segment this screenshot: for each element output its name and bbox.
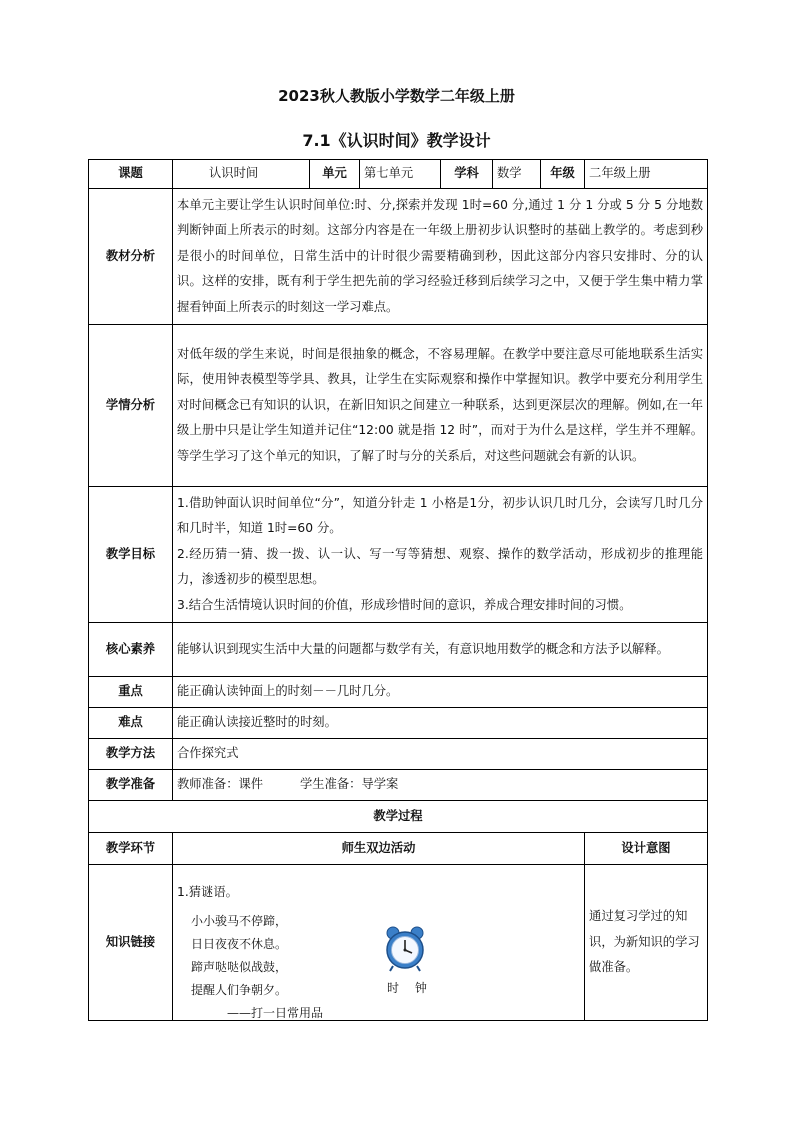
goals-cell [173,487,708,623]
goals-row [89,487,708,623]
lesson-plan-table [88,159,708,1021]
unit-value: 第七单元 [360,160,441,189]
goal-item: 1.借助钟面认识时间单位“分”，知道分针走 1 小格是1分，初步认识几时几分，会读写几时几分和几时半，知道 1时=60 分。 [177,495,704,536]
document-subtitle: 7.1《认识时间》教学设计 [302,131,491,150]
key-row [89,677,708,708]
activity-column-header: 师生双边活动 [173,833,585,865]
process-stage-row [89,865,708,1021]
riddle-sign: ——打一日常用品 [227,1005,324,1020]
clock-label: 时 钟 [387,980,433,995]
riddle-text [191,910,323,1025]
topic-label: 课题 [89,160,173,189]
key-text: 能正确认读钟面上的时刻－－几时几分。 [173,677,708,708]
difficulty-label: 难点 [89,708,173,739]
prep-text: 教师准备：课件 学生准备：导学案 [173,770,708,801]
method-text: 合作探究式 [173,739,708,770]
unit-label: 单元 [310,160,360,189]
method-row [89,739,708,770]
riddle-line: 提醒人们争朝夕。 [191,982,288,997]
riddle-heading: 1.猜谜语。 [177,884,238,899]
key-label: 重点 [89,677,173,708]
header-row [89,160,708,189]
literacy-row [89,623,708,677]
stage-label: 知识链接 [89,865,173,1021]
method-label: 教学方法 [89,739,173,770]
literacy-label: 核心素养 [89,623,173,677]
riddle-line: 日日夜夜不休息。 [191,936,288,951]
grade-value: 二年级上册 [585,160,708,189]
learner-label: 学情分析 [89,325,173,487]
learner-text: 对低年级的学生来说，时间是很抽象的概念，不容易理解。在教学中要注意尽可能地联系生活实际，使用钟表模型等学具、教具，让学生在实际观察和操作中掌握知识。教学中要充分利用学生对时间概念已有知识的认识，在新旧知识之间建立一种联系，达到更深层次的理解。例如,在一年级上册中只是让学生知道并记住“12:00 就是指 12 时”，而对于为什么是这样，学生并不理解。等学生学习了这个单元的知识，了解了时与分的关系后，对这些问题就会有新的认识。 [173,325,708,487]
intent-column-header: 设计意图 [585,833,708,865]
topic-value: 认识时间 [173,160,310,189]
riddle-line: 小小骏马不停蹄， [191,913,288,928]
stage-column-header: 教学环节 [89,833,173,865]
alarm-clock-icon [383,926,427,972]
process-title: 教学过程 [89,801,708,833]
prep-label: 教学准备 [89,770,173,801]
goal-item: 3.结合生活情境认识时间的价值，形成珍惜时间的意识，养成合理安排时间的习惯。 [177,597,632,612]
activity-cell [173,865,585,1021]
material-label: 教材分析 [89,189,173,325]
prep-row [89,770,708,801]
intent-text: 通过复习学过的知识，为新知识的学习做准备。 [585,865,708,1021]
difficulty-row [89,708,708,739]
goal-item: 2.经历猜一猜、拨一拨、认一认、写一写等猜想、观察、操作的数学活动，形成初步的推理能力，渗透初步的模型思想。 [177,546,704,587]
learner-row [89,325,708,487]
subject-value: 数学 [493,160,541,189]
material-text: 本单元主要让学生认识时间单位:时、分,探索并发现 1时=60 分,通过 1 分 1 分或 5 分 5 分地数判断钟面上所表示的时刻。这部分内容是在一年级上册初步认识整时的基础上教学的。考虑到秒是很小的时间单位，日常生活中的计时很少需要精确到秒，因此这部分内容只安排时、分的认识。这样的安排，既有利于学生把先前的学习经验迁移到后续学习之中，又便于学生集中精力掌握看钟面上所表示的时刻这一学习难点。 [173,189,708,325]
literacy-text: 能够认识到现实生活中大量的问题都与数学有关，有意识地用数学的概念和方法予以解释。 [173,623,708,677]
subject-label: 学科 [441,160,493,189]
process-title-row [89,801,708,833]
goals-label: 教学目标 [89,487,173,623]
grade-label: 年级 [541,160,585,189]
difficulty-text: 能正确认读接近整时的时刻。 [173,708,708,739]
material-row [89,189,708,325]
riddle-line: 蹄声哒哒似战鼓， [191,959,288,974]
document-title: 2023秋人教版小学数学二年级上册 [278,87,515,105]
process-header-row [89,833,708,865]
riddle-block [177,880,580,1020]
